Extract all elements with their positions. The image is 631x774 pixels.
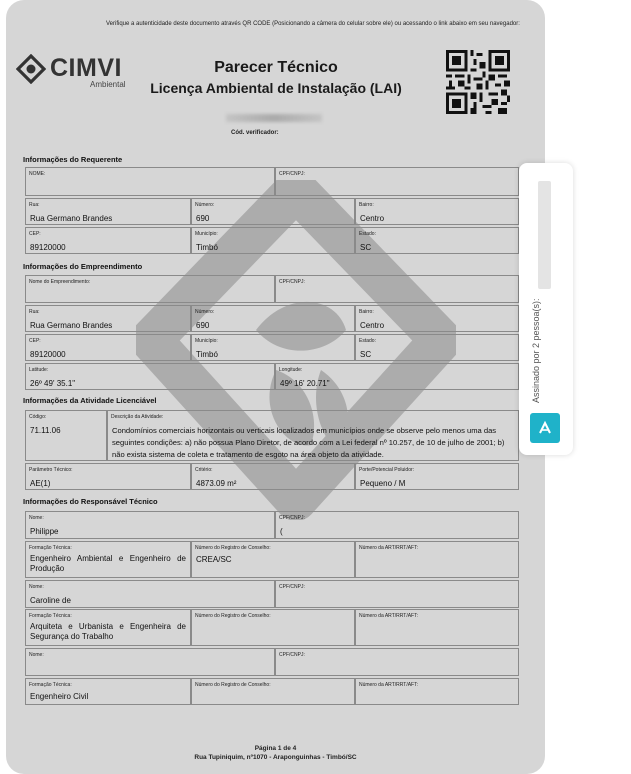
emp-rua-cell: [25, 305, 191, 332]
value: 49º 16' 20.71": [280, 379, 330, 388]
label: Bairro:: [359, 309, 374, 315]
ativ-porte-cell: [355, 463, 519, 490]
label: Latitude:: [29, 367, 49, 373]
label: Parâmetro Técnico:: [29, 467, 73, 473]
ativ-parametro-cell: [25, 463, 191, 490]
value: Rua Germano Brandes: [30, 321, 113, 330]
label: CPF/CNPJ:: [279, 584, 305, 590]
emp-longitude-cell: [275, 363, 519, 390]
req-cep-cell: [25, 227, 191, 254]
emp-estado-cell: [355, 334, 519, 361]
resp-formacao-cell: [25, 609, 191, 646]
value: 89120000: [30, 243, 66, 252]
emp-cep-cell: [25, 334, 191, 361]
resp-nome-cell: [25, 511, 275, 539]
value: Pequeno / M: [360, 479, 406, 488]
resp-art-cell: [355, 609, 519, 646]
value: (: [280, 527, 283, 536]
resp-registro-cell: [191, 609, 355, 646]
document-title: Parecer Técnico: [214, 59, 338, 76]
ativ-criterio-cell: [191, 463, 355, 490]
verify-instructions: Verifique a autenticidade deste documento através QR CODE (Posicionando a câmera do celular sobre ele) ou acessando o link abaixo em seu navegador:: [106, 21, 520, 27]
resp-registro-cell: [191, 541, 355, 578]
value: Engenheiro Civil: [30, 692, 89, 701]
logo-sub: Ambiental: [90, 80, 126, 89]
footer-address: Rua Tupiniquim, nº1070 - Araponguinhas - Timbó/SC: [194, 754, 357, 761]
label: Número da ART/RRT/AFT:: [359, 613, 418, 619]
emp-nome-cell: [25, 275, 275, 303]
value: Timbó: [196, 350, 218, 359]
section-requerente: Informações do Requerente: [23, 155, 123, 164]
label: Número do Registro de Conselho:: [195, 545, 271, 551]
code-label: Cód. verificador:: [231, 130, 279, 136]
ativ-descricao-cell: [107, 410, 519, 461]
logo-brand: CIMVI: [50, 54, 122, 82]
resp-cpf-cell: [275, 580, 519, 608]
value: 26º 49' 35.1": [30, 379, 76, 388]
signature-bar: [538, 181, 551, 289]
document-page: [6, 0, 545, 774]
label: Rua:: [29, 309, 40, 315]
label: Formação Técnica:: [29, 613, 72, 619]
label: CPF/CNPJ:: [279, 515, 305, 521]
value: Timbó: [196, 243, 218, 252]
req-cpf-cell: [275, 167, 519, 196]
label: CPF/CNPJ:: [279, 279, 305, 285]
value: Engenheiro Ambiental e Engenheiro de Produção: [30, 554, 186, 573]
label: Número:: [195, 309, 215, 315]
cimvi-logo: [16, 52, 126, 92]
autentique-a-icon: [537, 420, 553, 436]
resp-cpf-cell: [275, 648, 519, 676]
label: Nome:: [29, 584, 44, 590]
label: Nome:: [29, 515, 44, 521]
qr-code-icon[interactable]: [446, 50, 510, 114]
label: NOME:: [29, 171, 46, 177]
value: SC: [360, 243, 372, 252]
resp-art-cell: [355, 678, 519, 705]
label: Número da ART/RRT/AFT:: [359, 682, 418, 688]
value: 71.11.06: [30, 426, 61, 435]
value: AE(1): [30, 479, 51, 488]
value: SC: [360, 350, 372, 359]
value: 89120000: [30, 350, 66, 359]
label: Longitude:: [279, 367, 303, 373]
ativ-codigo-cell: [25, 410, 107, 461]
emp-numero-cell: [191, 305, 355, 332]
value: Arquiteta e Urbanista e Engenheira de Segurança do Trabalho: [30, 622, 186, 641]
label: Município:: [195, 231, 218, 237]
verification-code-blurred: [226, 114, 322, 122]
label: Município:: [195, 338, 218, 344]
label: Bairro:: [359, 202, 374, 208]
resp-nome-cell: [25, 580, 275, 608]
label: Número:: [195, 202, 215, 208]
value: 4873.09 m²: [196, 479, 237, 488]
label: CPF/CNPJ:: [279, 171, 305, 177]
value: Centro: [360, 321, 385, 330]
resp-nome-cell: [25, 648, 275, 676]
signature-panel[interactable]: [519, 163, 573, 455]
value: Condomínios comerciais horizontais ou verticais localizados em municípios onde se observe pelo menos uma das seguintes condições: a) não possua Plano Diretor, de acordo com a Lei federal nº 10.257, de 10 de julho de 2001; b) não exista sistema de coleta e tratamento de esgoto na área objeto da atividade.: [112, 426, 505, 459]
label: Nome:: [29, 652, 44, 658]
label: CPF/CNPJ:: [279, 652, 305, 658]
resp-art-cell: [355, 541, 519, 578]
value: Centro: [360, 214, 385, 223]
value: CREA/SC: [196, 555, 232, 564]
label: Número da ART/RRT/AFT:: [359, 545, 418, 551]
value: Philippe: [30, 527, 59, 536]
document-subtitle: Licença Ambiental de Instalação (LAI): [150, 80, 402, 96]
section-atividade: Informações da Atividade Licenciável: [23, 396, 157, 405]
resp-formacao-cell: [25, 541, 191, 578]
sign-button[interactable]: [530, 413, 560, 443]
label: CEP:: [29, 338, 41, 344]
cimvi-logo-icon: [16, 54, 46, 84]
label: Nome do Empreendimento:: [29, 279, 91, 285]
label: Número do Registro de Conselho:: [195, 682, 271, 688]
req-municipio-cell: [191, 227, 355, 254]
label: Número do Registro de Conselho:: [195, 613, 271, 619]
label: Estado:: [359, 338, 376, 344]
page-number: Página 1 de 4: [254, 745, 297, 752]
value: 690: [196, 214, 210, 223]
req-rua-cell: [25, 198, 191, 225]
resp-registro-cell: [191, 678, 355, 705]
label: CEP:: [29, 231, 41, 237]
section-empreendimento: Informações do Empreendimento: [23, 262, 143, 271]
req-estado-cell: [355, 227, 519, 254]
value: 690: [196, 321, 210, 330]
value: Caroline de: [30, 596, 71, 605]
label: Formação Técnica:: [29, 545, 72, 551]
value: Rua Germano Brandes: [30, 214, 113, 223]
label: Estado:: [359, 231, 376, 237]
req-bairro-cell: [355, 198, 519, 225]
resp-cpf-cell: [275, 511, 519, 539]
label: Porte/Potencial Poluidor:: [359, 467, 415, 473]
emp-cpf-cell: [275, 275, 519, 303]
label: Descrição da Atividade:: [111, 414, 164, 420]
req-nome-cell: [25, 167, 275, 196]
req-numero-cell: [191, 198, 355, 225]
emp-municipio-cell: [191, 334, 355, 361]
label: Código:: [29, 414, 47, 420]
label: Critério:: [195, 467, 213, 473]
resp-formacao-cell: [25, 678, 191, 705]
emp-latitude-cell: [25, 363, 275, 390]
label: Rua:: [29, 202, 40, 208]
signature-text: Assinado por 2 pessoa(s):: [531, 298, 541, 403]
section-responsavel: Informações do Responsável Técnico: [23, 497, 158, 506]
label: Formação Técnica:: [29, 682, 72, 688]
emp-bairro-cell: [355, 305, 519, 332]
